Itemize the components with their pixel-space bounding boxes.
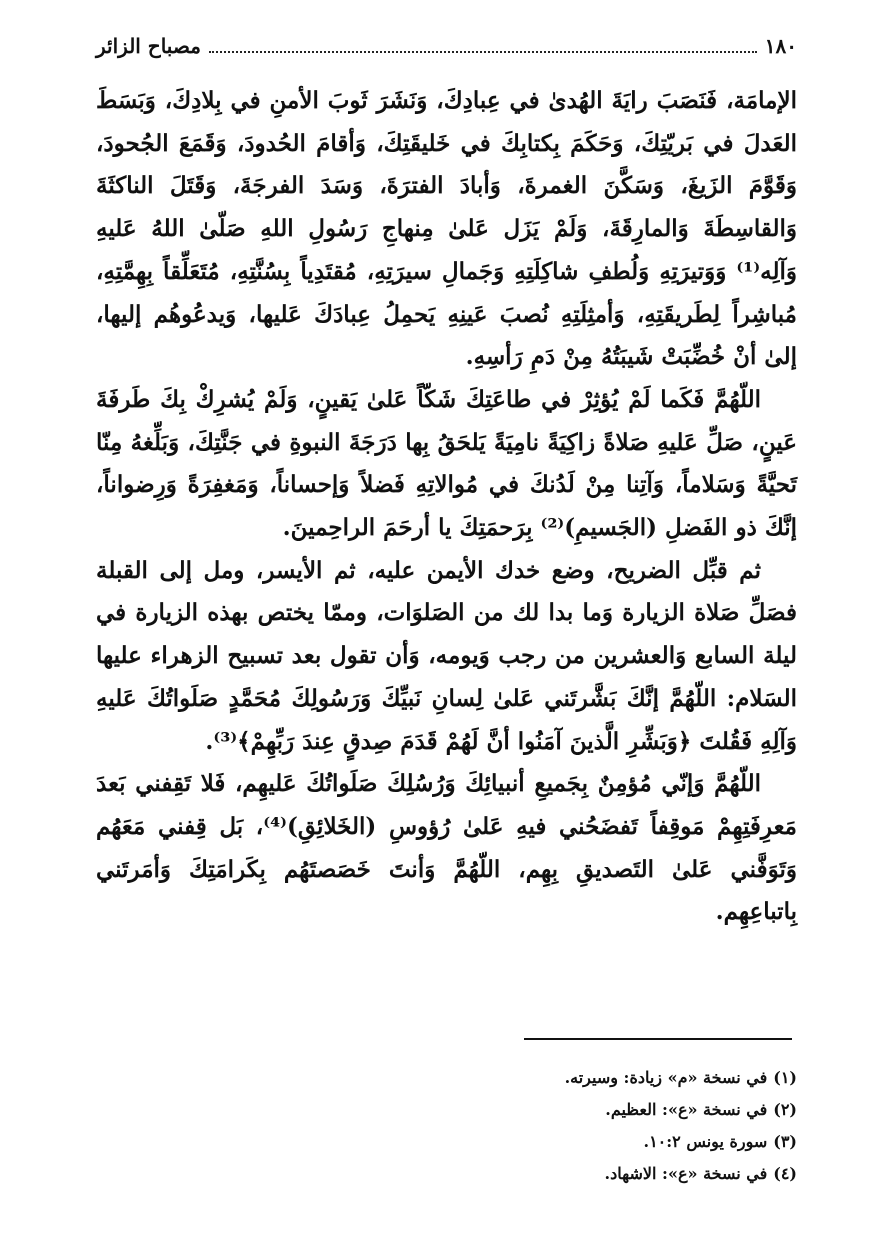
- footnote-text: سورة يونس ١٠:٢.: [643, 1132, 768, 1151]
- paragraph: اللّهُمَّ فَكَما لَمْ يُؤثِرْ في طاعَتِكَ شَكّاً عَلىٰ يَقينٍ، وَلَمْ يُشرِكْ بِكَ طَرفَةَ عَينٍ، صَلِّ عَليهِ صَلاةً زاكِيَةً نامِيَةً يَلحَقُ بِها دَرَجَةَ النبوةِ في جَنَّتِكَ، وَبَلِّغهُ مِنّا تَحيَّةً وَسَلاماً، وَآتِنا مِنْ لَدُنكَ في مُوالاتِهِ فَضلاً وَإحساناً، وَمَغفِرَةً وَرِضواناً، إنَّكَ ذو الفَضلِ (الجَسيمِ)⁽²⁾ بِرَحمَتِكَ يا أرحَمَ الراحِمينَ.: [96, 385, 797, 542]
- paragraph: الإمامَة، فَنَصَبَ رايَةَ الهُدىٰ في عِبادِكَ، وَنَشَرَ ثَوبَ الأمنِ في بِلادِكَ، وَبَسَطَ العَدلَ في بَريّتِكَ، وَحَكَمَ بِكتابِكَ في خَليقَتِكَ، وَأقامَ الحُدودَ، وَقَمَعَ الجُحودَ، وَقَوَّمَ الزَيغَ، وَسَكَّنَ الغمرةَ، وَأبادَ الفترَةَ، وَسَدَ الفرجَةَ، وَقَتَلَ الناكثَةَ وَالقاسِطَةَ وَالمارِقَةَ، وَلَمْ يَزَل عَلىٰ مِنهاجِ رَسُولِ اللهِ صَلّىٰ اللهُ عَليهِ وَآلِه⁽¹⁾ وَوَتيرَتِهِ وَلُطفِ شاكِلَتِهِ وَجَمالِ سيرَتِهِ، مُقتَدِياً بِسُنَّتِهِ، مُتَعَلِّقاً بِهِمَّتِهِ، مُباشِراً لِطَريقَتِهِ، وَأمثِلَتِهِ نُصبَ عَينِهِ يَحمِلُ عِبادَكَ عَليها، وَيدعُوهُم إليها، إلىٰ أنْ خُضِّبَتْ شَيبَتُهُ مِنْ دَمِ رَأسِهِ.: [96, 87, 797, 371]
- page-number: ١٨٠: [764, 34, 797, 58]
- footnotes: [300, 1062, 797, 1190]
- main-text: [96, 80, 797, 934]
- footnote-number: (٣): [773, 1132, 797, 1151]
- footnote: [300, 1126, 797, 1158]
- footnote: [300, 1062, 797, 1094]
- paragraph: اللّهُمَّ وَإنّي مُؤمِنٌ بِجَميعِ أنبيائِكَ وَرُسُلِكَ صَلَواتُكَ عَليهِم، فَلا تَقِفني بَعدَ مَعرِفَتِهِمْ مَوقِفاً تَفضَحُني فيهِ عَلىٰ رُؤوسِ (الخَلائِقِ)⁽⁴⁾، بَل قِفني مَعَهُم وَتَوَفَّني عَلىٰ التَصديقِ بِهِم، اللّهُمَّ وَأنتَ خَصَصتَهُم بِكَرامَتِكَ وَأمَرتَني بِاتباعِهِم.: [96, 770, 797, 926]
- dotted-leader: [209, 51, 757, 53]
- footnote-number: (١): [773, 1068, 797, 1087]
- footnote-text: في نسخة «ع»: العظيم.: [605, 1100, 768, 1119]
- footnote-text: في نسخة «ع»: الاشهاد.: [604, 1164, 768, 1183]
- footnote: [300, 1158, 797, 1190]
- footnote-separator: [524, 1038, 792, 1040]
- footnote-text: في نسخة «م» زيادة: وسيرته.: [564, 1068, 768, 1087]
- book-title: مصباح الزائر: [96, 34, 201, 58]
- footnote: [300, 1094, 797, 1126]
- running-header: [96, 30, 797, 62]
- paragraph: ثم قبِّل الضريح، وضع خدك الأيمن عليه، ثم الأيسر، ومل إلى القبلة فصَلِّ صَلاة الزيارة وَما بدا لك من الصَلوَات، وممّا يختص بهذه الزيارة في ليلة السابع وَالعشرين من رجب وَيومه، وَأن تقول بعد تسبيح الزهراء عليها السَلام: اللّهُمَّ إنَّكَ بَشَّرتَني عَلىٰ لِسانِ نَبيِّكَ وَرَسُولِكَ مُحَمَّدٍ صَلَواتُكَ عَليهِ وَآلِهِ فَقُلتَ ﴿وَبَشِّرِ الَّذينَ آمَنُوا أنَّ لَهُمْ قَدَمَ صِدقٍ عِندَ رَبِّهِمْ﴾⁽³⁾.: [96, 556, 797, 755]
- footnote-number: (٢): [773, 1100, 797, 1119]
- footnote-number: (٤): [773, 1164, 797, 1183]
